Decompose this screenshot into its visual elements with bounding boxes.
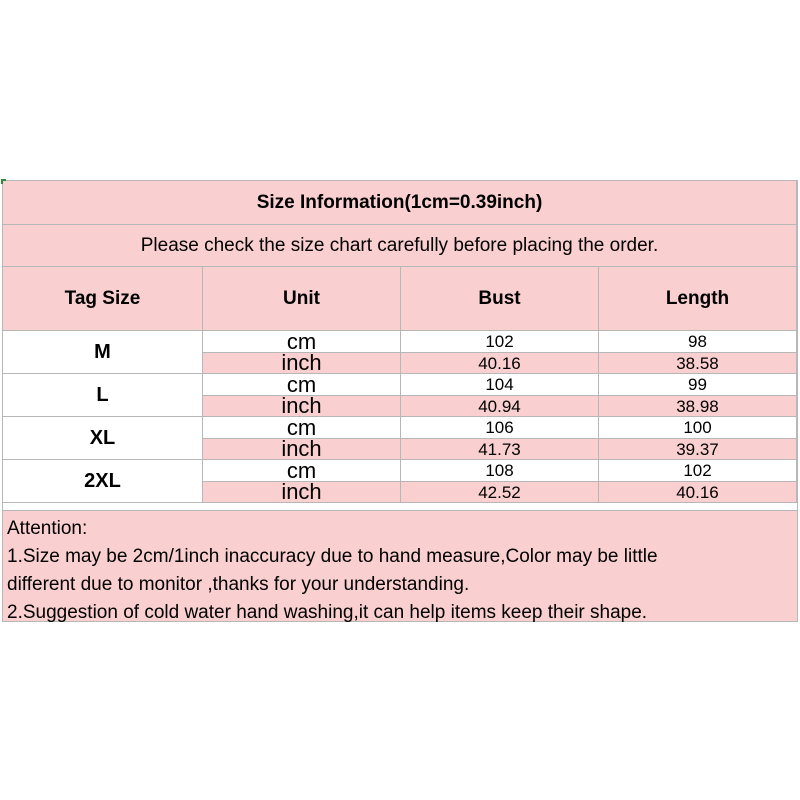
chart-subtitle: Please check the size chart carefully before placing the order. [3, 225, 797, 267]
unit-cell: cm [203, 331, 401, 353]
length-cell: 39.37 [599, 439, 797, 460]
size-label-m: M [3, 331, 203, 374]
bust-cell: 42.52 [401, 482, 599, 503]
length-cell: 99 [599, 374, 797, 396]
bust-cell: 106 [401, 417, 599, 439]
unit-cell: cm [203, 417, 401, 439]
unit-cell: inch [203, 396, 401, 417]
bust-cell: 102 [401, 331, 599, 353]
length-cell: 40.16 [599, 482, 797, 503]
bust-cell: 104 [401, 374, 599, 396]
header-length: Length [599, 267, 797, 331]
length-cell: 100 [599, 417, 797, 439]
size-label-xl: XL [3, 417, 203, 460]
header-bust: Bust [401, 267, 599, 331]
header-tag-size: Tag Size [3, 267, 203, 331]
attention-line-1: 1.Size may be 2cm/1inch inaccuracy due to hand measure,Color may be little [7, 546, 658, 567]
attention-line-3: 2.Suggestion of cold water hand washing,it can help items keep their shape. [7, 602, 648, 623]
bust-cell: 40.16 [401, 353, 599, 374]
length-cell: 102 [599, 460, 797, 482]
table-bottom-band [3, 503, 797, 511]
length-cell: 38.58 [599, 353, 797, 374]
bust-cell: 41.73 [401, 439, 599, 460]
size-label-2xl: 2XL [3, 460, 203, 503]
unit-cell: cm [203, 374, 401, 396]
unit-cell: inch [203, 482, 401, 503]
bust-cell: 108 [401, 460, 599, 482]
attention-notes [3, 511, 797, 621]
unit-cell: inch [203, 439, 401, 460]
attention-line-2: different due to monitor ,thanks for your understanding. [7, 574, 470, 595]
chart-title: Size Information(1cm=0.39inch) [3, 181, 797, 225]
size-chart [2, 180, 798, 622]
size-label-l: L [3, 374, 203, 417]
unit-cell: cm [203, 460, 401, 482]
bust-cell: 40.94 [401, 396, 599, 417]
length-cell: 38.98 [599, 396, 797, 417]
unit-cell: inch [203, 353, 401, 374]
header-unit: Unit [203, 267, 401, 331]
length-cell: 98 [599, 331, 797, 353]
attention-heading: Attention: [7, 518, 88, 539]
